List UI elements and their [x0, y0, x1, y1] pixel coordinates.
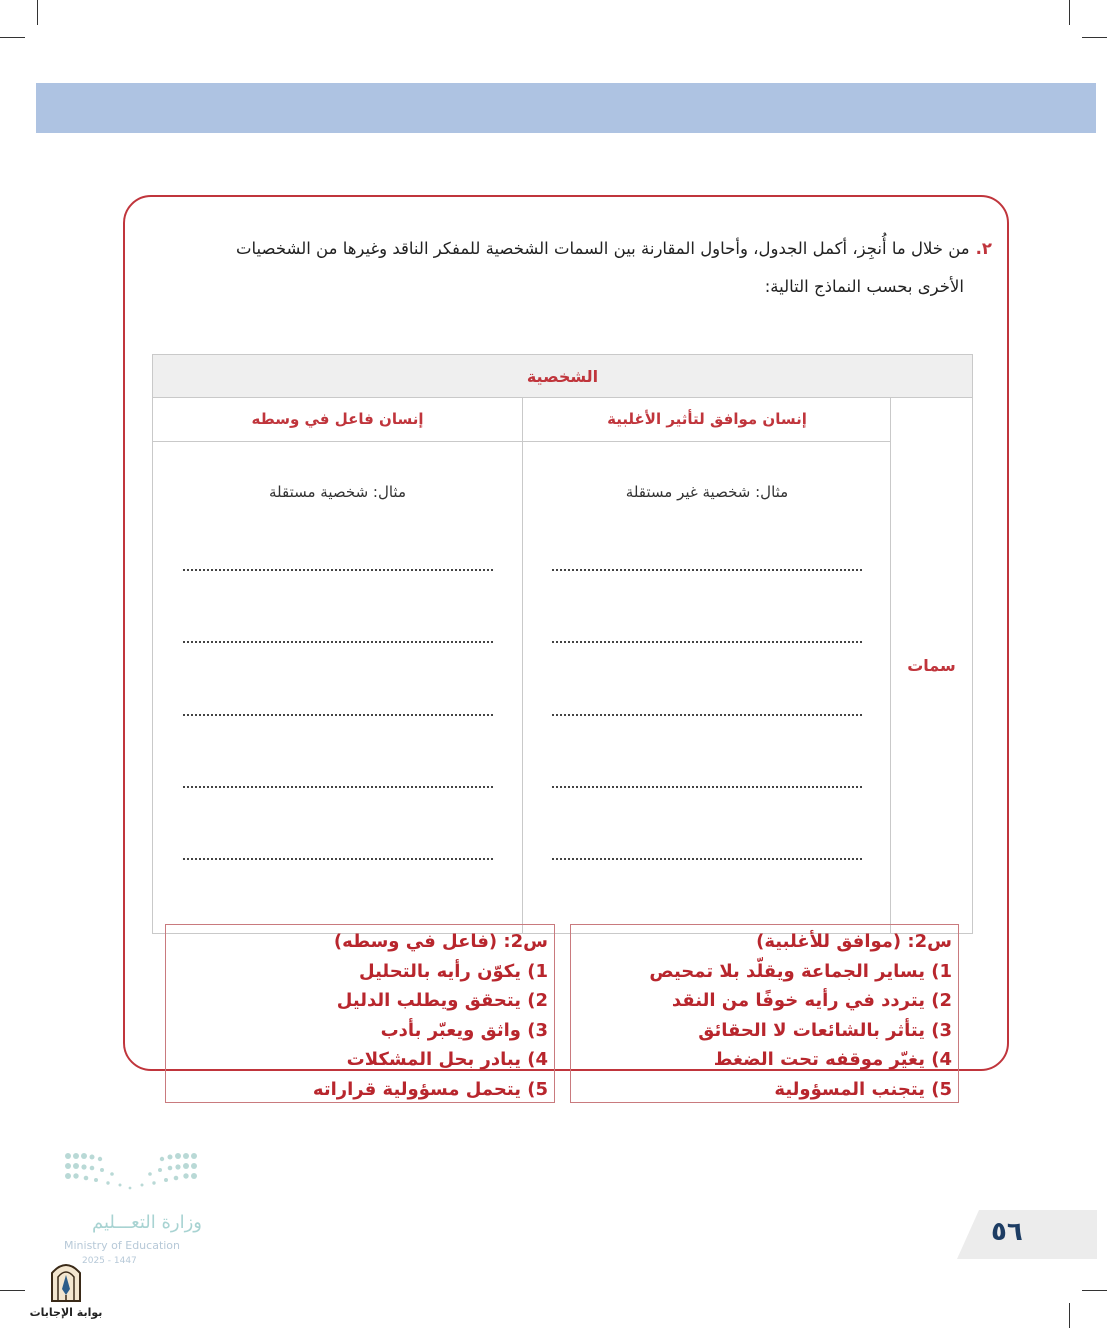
answer-item: 2) يتردد في رأيه خوفًا من النقد	[671, 990, 952, 1011]
answer-item: 2) يتحقق ويطلب الدليل	[336, 990, 548, 1011]
question-line-2: الأخرى بحسب النماذج التالية:	[764, 277, 964, 296]
answer-title: س2: (موافق للأغلبية)	[756, 931, 952, 952]
subheader-divider	[153, 441, 891, 442]
answer-line[interactable]	[552, 714, 862, 716]
crop-mark	[0, 1290, 25, 1291]
answer-item: 5) يتجنب المسؤولية	[774, 1078, 952, 1100]
answer-item: 3) يتأثر بالشائعات لا الحقائق	[698, 1019, 952, 1041]
crop-mark	[37, 0, 38, 25]
example-independent: مثال: شخصية مستقلة	[269, 483, 406, 501]
crop-mark	[1069, 1303, 1070, 1328]
ministry-logo	[62, 1150, 212, 1270]
header-band	[36, 83, 1096, 133]
answer-box-majority	[570, 924, 959, 1103]
column-header-active: إنسان فاعل في وسطه	[251, 410, 424, 428]
answer-item: 1) يكوّن رأيه بالتحليل	[359, 960, 548, 982]
ministry-name-ar: وزارة التعـــليم	[91, 1212, 202, 1233]
answer-line[interactable]	[183, 641, 493, 643]
ministry-name-en: Ministry of Education	[64, 1239, 181, 1252]
column-header-majority: إنسان موافق لتأثير الأغلبية	[607, 410, 807, 428]
answer-line[interactable]	[183, 714, 493, 716]
question-text	[152, 230, 992, 306]
page-number-tab	[957, 1210, 1097, 1259]
ministry-year: 2025 - 1447	[82, 1256, 137, 1266]
answer-item: 3) واثق ويعبّر بأدب	[380, 1019, 548, 1041]
crop-mark	[1082, 1290, 1107, 1291]
answer-line[interactable]	[552, 569, 862, 571]
question-number: ٢.	[975, 239, 992, 258]
answer-line[interactable]	[552, 786, 862, 788]
crop-mark	[1082, 37, 1107, 38]
comparison-table	[152, 354, 973, 934]
question-line-1: من خلال ما أُنجِز، أكمل الجدول، وأحاول المقارنة بين السمات الشخصية للمفكر الناقد وغيرها من الشخصيات	[235, 239, 970, 258]
table-header: الشخصية	[153, 355, 972, 398]
answer-item: 1) يساير الجماعة ويقلّد بلا تمحيص	[649, 960, 952, 982]
crop-mark	[1069, 0, 1070, 25]
answer-line[interactable]	[183, 858, 493, 860]
page-tab-shape	[957, 1210, 1097, 1259]
mosque-pen-icon	[28, 1255, 104, 1303]
example-dependent: مثال: شخصية غير مستقلة	[625, 483, 789, 501]
answer-line[interactable]	[183, 569, 493, 571]
answer-line[interactable]	[183, 786, 493, 788]
answer-title: س2: (فاعل في وسطه)	[333, 931, 548, 952]
answers-portal-logo	[28, 1255, 104, 1325]
ministry-dots-icon	[62, 1150, 202, 1200]
portal-label: بوابة الإجابات	[29, 1306, 103, 1319]
answer-item: 5) يتحمل مسؤولية قراراته	[312, 1078, 548, 1100]
column-divider	[522, 397, 523, 933]
page-number: ٥٦	[991, 1217, 1023, 1247]
crop-mark	[0, 37, 25, 38]
answer-item: 4) يبادر بحل المشكلات	[346, 1049, 548, 1070]
answer-item: 4) يغيّر موقفه تحت الضغط	[713, 1049, 952, 1070]
answer-line[interactable]	[552, 858, 862, 860]
answer-box-active	[165, 924, 555, 1103]
answer-line[interactable]	[552, 641, 862, 643]
row-label: سمات	[890, 397, 972, 933]
